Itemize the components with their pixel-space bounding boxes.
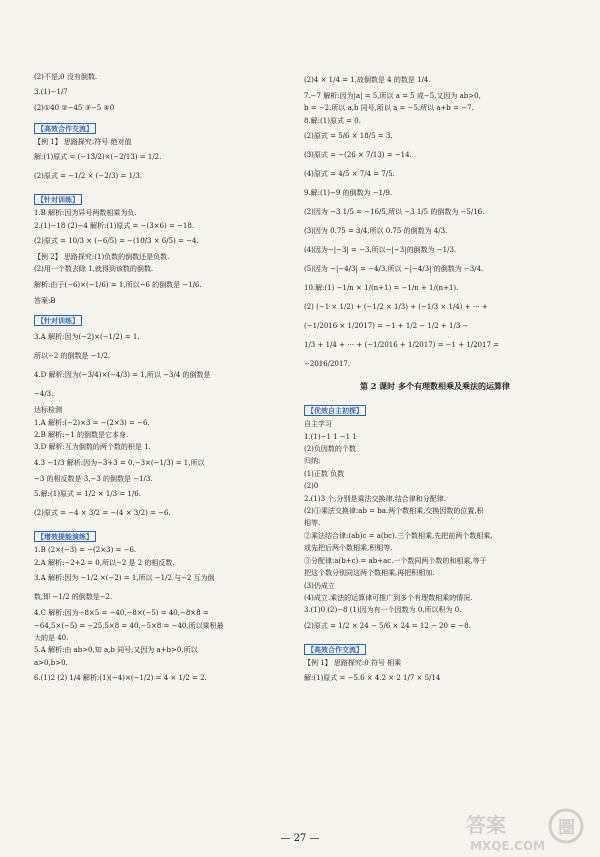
answer-line: −64,5×(−5) = −25,5×8 = 40,−5×8 = −40,所以乘积最 <box>34 621 224 630</box>
section-tag: 【针对训练】 <box>34 315 82 326</box>
answer-line: (2)因为 −3 1/5 = −16/5,所以 −3 1/5 的倒数为 −5/16. <box>304 208 485 217</box>
answer-line: 1.A 解析:(−2)×3 = −(2×3) = −6. <box>34 418 150 427</box>
answer-line: 【例 1】 思路探究:0 符号 相乘 <box>304 658 402 667</box>
answer-line: −3 的相反数是 3,−3 的倒数是 −1/3. <box>34 474 153 483</box>
answer-line: 4.3 −1/3 解析:因为−3+3 = 0,−3×(−1/3) = 1,所以 <box>34 458 205 467</box>
answer-line: 自主学习 <box>304 420 332 429</box>
section-tag-row <box>34 187 296 208</box>
answer-line: 8.解:(1)原式 = 0. <box>304 116 361 125</box>
answer-line: a>0,b>0. <box>34 658 68 667</box>
answer-line: 【例 2】 思路探究:(1)负数的倒数还是负数. <box>34 253 170 262</box>
answer-line: 大的是 40. <box>34 633 69 642</box>
answer-line: 1.B 解析:因为异号两数相乘为负. <box>34 209 137 218</box>
answer-line: 3.A 解析:因为(−2)×(−1/2) = 1. <box>34 333 140 342</box>
answer-line: 5.A 解析:由 ab>0,知 a,b 同号,又因为 a+b>0,所以 <box>34 646 198 655</box>
answer-line: (2)①乘法交换律:ab = ba.两个数相乘,交换因数的位置,积 <box>304 507 484 516</box>
answer-line: (5)因为 −|−4/3| = −4/3,所以 −|−4/3| 的倒数为 −3/4. <box>304 265 484 274</box>
section-tag-row <box>304 398 566 419</box>
answer-line: 1/3 + 1/4 + ⋯ + (−1/2016 + 1/2017) = −1 + 1/2017 = <box>304 341 500 350</box>
lesson-title: 第 2 课时 多个有理数相乘及乘法的运算律 <box>360 381 510 392</box>
answer-line: −4/3. <box>34 390 54 399</box>
left-column <box>34 72 296 689</box>
section-tag-row <box>34 524 296 545</box>
section-tag: 【高效合作交流】 <box>304 644 366 655</box>
answer-line: (1)正数 负数 <box>304 469 345 478</box>
answer-line: (2)原式 = −4 × 3/2 = −(4 × 3/2) = −6. <box>34 509 171 518</box>
answer-line: (2)原式 = −1/2 × (−2/3) = 1/3. <box>34 172 143 181</box>
watermark-logo <box>462 806 592 854</box>
answer-line: (4)因为−|−3| = −3,所以−|−3|的倒数为 −1/3. <box>304 246 457 255</box>
section-tag: 【针对训练】 <box>34 194 82 205</box>
svg-text:MXQE.COM: MXQE.COM <box>470 839 546 853</box>
answer-line: 答案:B <box>34 296 56 305</box>
answer-line: (2)负因数的个数 <box>304 445 356 454</box>
answer-line: 4.D 解析:因为(−3/4)×(−4/3) = 1,所以 −3/4 的倒数是 <box>34 371 211 380</box>
answer-line: 3.(1)−1/7 <box>34 88 68 97</box>
answer-line: (2)原式 = 5/6 × 18/5 = 3. <box>304 132 393 141</box>
svg-text:圈: 圈 <box>558 818 575 838</box>
answer-line: 5.解:(1)原式 = 1/2 × 1/3 = 1/6. <box>34 490 141 499</box>
answer-line: (2)0 <box>304 482 319 491</box>
section-tag: 【高效合作交流】 <box>34 123 96 134</box>
answer-line: 2.(1)3 个,分别是乘法交换律,结合律和分配律. <box>304 494 446 503</box>
answer-line: (2)①40 ②−45 ③−5 ④0 <box>34 104 115 113</box>
answer-line: 9.解:(1)−9 的倒数为 −1/9. <box>304 189 393 198</box>
answer-line: 6.(1)2 (2) 1/4 解析:(1)(−4)×(−1/2) = 4 × 1/2 = 2. <box>34 674 207 683</box>
answer-line: (4)成立.乘法的运算律可推广到多个有理数相乘的情况. <box>304 593 473 602</box>
section-tag-row <box>34 308 296 329</box>
section-tag-row <box>34 116 296 137</box>
answer-line: ②乘法结合律:(ab)c = a(bc).三个数相乘,先把前两个数相乘, <box>304 531 493 540</box>
answer-line: 归纳: <box>304 457 321 466</box>
answer-line: 解:(1)原式 = (−13/2)×(−2/13) = 1/2. <box>34 153 162 162</box>
answer-line: 所以−2 的倒数是 −1/2. <box>34 352 111 361</box>
answer-line: b = −2,所以 a,b 同号,所以 a = −5,所以 a+b = −7. <box>304 104 474 113</box>
answer-line: 或先把后两个数相乘,积相等. <box>304 544 393 553</box>
right-column <box>304 72 566 689</box>
answer-line: ③分配律:a(b+c) = ab+ac.一个数同两个数的和相乘,等于 <box>304 556 487 565</box>
section-tag: 【增效提能演练】 <box>34 531 96 542</box>
answer-line: 【例 1】 思路探究:符号 绝对值 <box>34 137 132 146</box>
answer-line: 10.解:(1) −1/n × 1/(n+1) = −1/n + 1/(n+1). <box>304 284 459 293</box>
answer-line: 达标检测 <box>34 406 62 415</box>
answer-line: 1.(1)−1 1 −1 1 <box>304 432 357 441</box>
answer-line: −2016/2017. <box>304 360 351 369</box>
answer-line: 2.(1)−18 (2)−4 解析:(1)原式 = −(3×6) = −18. <box>34 221 195 230</box>
answer-line: 1.B (2×(−3) = −(2×3) = −6. <box>34 546 137 555</box>
answer-line: (2)4 × 1/4 = 1,故倒数是 4 的数是 1/4. <box>304 76 431 84</box>
section-tag-row <box>304 637 566 658</box>
answer-line: 解析:由于(−6)×(−1/6) = 1,所以−6 的倒数是 −1/6. <box>34 280 202 289</box>
svg-text:答案: 答案 <box>466 813 506 837</box>
answer-line: (2)用一个数去除 1,就得到该数的倒数. <box>34 265 154 274</box>
answer-line: (2) (−1 × 1/2) + (−1/2 × 1/3) + (−1/3 × 1/4) + ⋯ + <box>304 303 488 312</box>
answer-line: (4)原式 = 4/5 × 7/4 = 7/5. <box>304 170 395 179</box>
answer-line: 相等. <box>304 519 321 528</box>
answer-line: (3)仍成立 <box>304 581 335 590</box>
answer-line: 3.(1)0 (2)−8 (1)因为有一个因数为 0,所以积为 0. <box>304 606 462 615</box>
answer-line: 2.B 解析:−1 的倒数是它本身. <box>34 431 129 440</box>
answer-line: 7.−7 解析:因为|a| = 5,所以 a = 5 或−5,又因为 ab>0, <box>304 92 481 100</box>
answer-line: 3.D 解析:互为倒数的两个数的积是 1. <box>34 443 151 452</box>
answer-line: 3.A 解析:因为 −1/2 ×(−2) = 1,所以 −1/2 与−2 互为倒 <box>34 574 215 583</box>
answer-line: 解:(1)原式 = −5.6 × 4.2 × 2 1/7 × 5/14 <box>304 674 441 683</box>
section-tag: 【优效自主初探】 <box>304 405 366 416</box>
answer-line: (2)不是,0 没有倒数. <box>34 73 98 81</box>
page-number: — 27 — <box>280 833 320 844</box>
answer-line: (3)原式 = −(26 × 7/13) = −14. <box>304 151 412 160</box>
answer-line: (−1/2016 × 1/2017) = −1 + 1/2 − 1/2 + 1/3 − <box>304 322 469 331</box>
answer-line: 2.A 解析:−2+2 = 0,所以−2 是 2 的相反数. <box>34 558 175 567</box>
answer-line: (3)因为 0.75 = 3/4,所以 0.75 的倒数为 4/3. <box>304 227 448 236</box>
answer-line: (2)原式 = 10/3 × (−6/5) = −(10/3 × 6/5) = −4. <box>34 237 199 246</box>
answer-line: (2)原式 = 1/2 × 24 − 5/6 × 24 = 12 − 20 = −8. <box>304 621 471 630</box>
answer-line: 把这个数分别同这两个数相乘,再把积相加. <box>304 569 435 578</box>
answer-line: 数,即 −1/2 的倒数是−2. <box>34 593 113 602</box>
answer-line: 4.C 解析:因为−8×5 = −40,−8×(−5) = 40,−8×8 = <box>34 609 209 618</box>
